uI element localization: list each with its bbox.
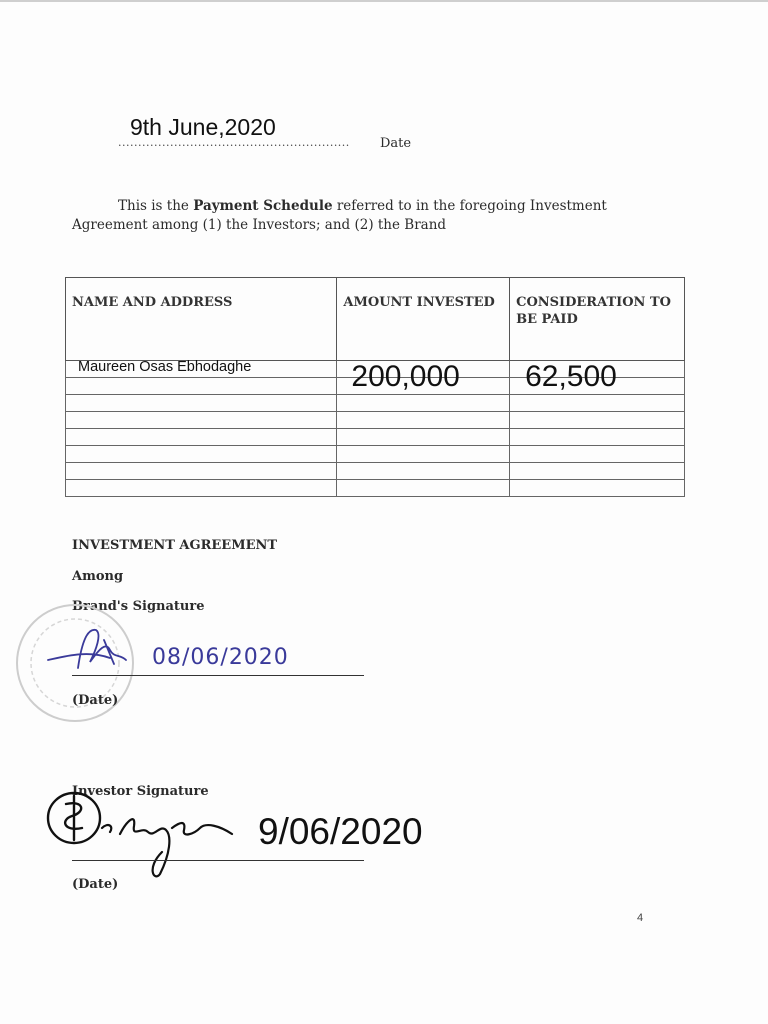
table-cell [66,378,337,395]
brand-signature-date: 08/06/2020 [152,645,289,670]
consideration-value: 62,500 [525,360,617,393]
table-cell [337,412,510,429]
among-label: Among [72,569,124,584]
header-name-address: NAME AND ADDRESS [66,278,337,361]
date-dotted-line: .......................................................... [118,136,350,149]
table-row [66,378,685,395]
table-cell [510,446,685,463]
payment-schedule-table [65,277,685,497]
table-row [66,412,685,429]
table-cell [66,361,337,378]
table-cell [510,378,685,395]
brand-date-label: (Date) [72,693,119,708]
table-row [66,463,685,480]
amount-invested-value: 200,000 [351,360,460,393]
table-row [66,395,685,412]
brand-signature-label: Brand's Signature [72,599,205,614]
header-amount-invested: AMOUNT INVESTED [337,278,510,361]
investor-signature [44,782,244,882]
table-cell [66,480,337,497]
table-cell [66,429,337,446]
investor-signature-line [72,860,364,861]
table-cell [337,360,510,393]
table-row [66,446,685,463]
intro-post: referred to in the foregoing Investment [332,198,607,214]
table-cell [66,446,337,463]
table-cell [337,463,510,480]
scan-edge [0,0,768,2]
table-cell [510,463,685,480]
table-cell [337,446,510,463]
header-consideration: CONSIDERATION TO BE PAID [510,278,685,361]
intro-line-1 [72,197,632,216]
table-row [66,429,685,446]
investor-signature-date: 9/06/2020 [258,811,423,852]
table-cell [337,395,510,412]
table-cell [337,429,510,446]
investor-signature-label: Investor Signature [72,784,209,799]
date-label: Date [380,136,412,151]
investor-name: Maureen Osas Ebhodaghe [78,359,252,375]
table-row [66,480,685,497]
intro-line-2: Agreement among (1) the Investors; and (2) the Brand [72,217,447,233]
table-header-row [66,278,685,361]
intro-bold: Payment Schedule [193,198,333,214]
table-cell [510,360,685,393]
table-cell [66,463,337,480]
table-cell [510,395,685,412]
page-number: 4 [637,912,644,924]
table-cell [66,412,337,429]
intro-paragraph [72,197,632,235]
agreement-title: INVESTMENT AGREEMENT [72,538,278,553]
table-cell [510,429,685,446]
investor-date-label: (Date) [72,877,119,892]
table-row [66,361,685,378]
table-cell [337,378,510,395]
table-cell [510,412,685,429]
brand-signature-line [72,675,364,676]
table-cell [337,480,510,497]
table-cell [510,480,685,497]
brand-signature [44,620,144,676]
intro-pre: This is the [118,198,194,214]
date-value: 9th June,2020 [130,114,276,140]
table-cell [66,395,337,412]
